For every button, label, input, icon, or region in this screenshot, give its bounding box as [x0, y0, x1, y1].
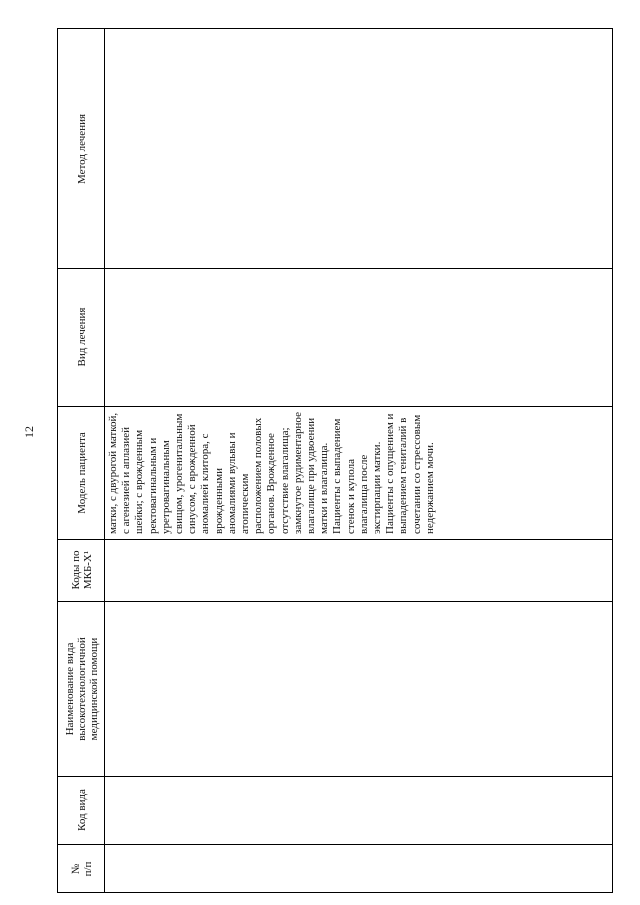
patient-model-rotator — [105, 406, 614, 539]
header-treatment-type — [58, 268, 105, 406]
header-code-label: Код вида — [75, 789, 88, 831]
header-patient-model-label: Модель пациента — [75, 431, 88, 514]
header-name-label: Наименование вида высокотехнологичной медицинской помощи — [63, 636, 100, 741]
header-mkb — [58, 539, 105, 601]
header-number — [58, 844, 105, 894]
column-divider — [58, 776, 612, 777]
medical-table — [57, 28, 613, 893]
patient-model-cell — [105, 406, 614, 539]
patient-model-text: матки, с двурогой маткой, с агенезией и аплазией шейки; с врожденным ректовагинальным и уретровагинальным свищом, урогенитальным синусом, с врожденной аномалией клитора, с врожденными аномалиями вульвы и атопическим расположением половых органов. Врожденное отсутствие влагалища; замкнутое рудиментарное влагалище при удвоении матки и влагалища. Пациенты с выпадением стенок и купола влагалища после экстирпации матки. Пациенты с опущением и выпадением гениталий в сочетании со стрессовым недержанием мочи. — [107, 412, 436, 534]
column-divider — [58, 601, 612, 602]
header-treatment-type-label: Вид лечения — [75, 307, 88, 367]
header-number-label: № п/п — [69, 861, 94, 877]
header-name — [58, 601, 105, 776]
header-method-label: Метод лечения — [75, 113, 88, 184]
header-code — [58, 776, 105, 844]
column-divider — [58, 844, 612, 845]
header-method — [58, 29, 105, 268]
header-patient-model — [58, 406, 105, 539]
column-divider — [58, 268, 612, 269]
column-divider — [58, 539, 612, 540]
page-number: 12 — [22, 426, 36, 438]
header-mkb-label: Коды по МКБ-X¹ — [69, 550, 94, 590]
